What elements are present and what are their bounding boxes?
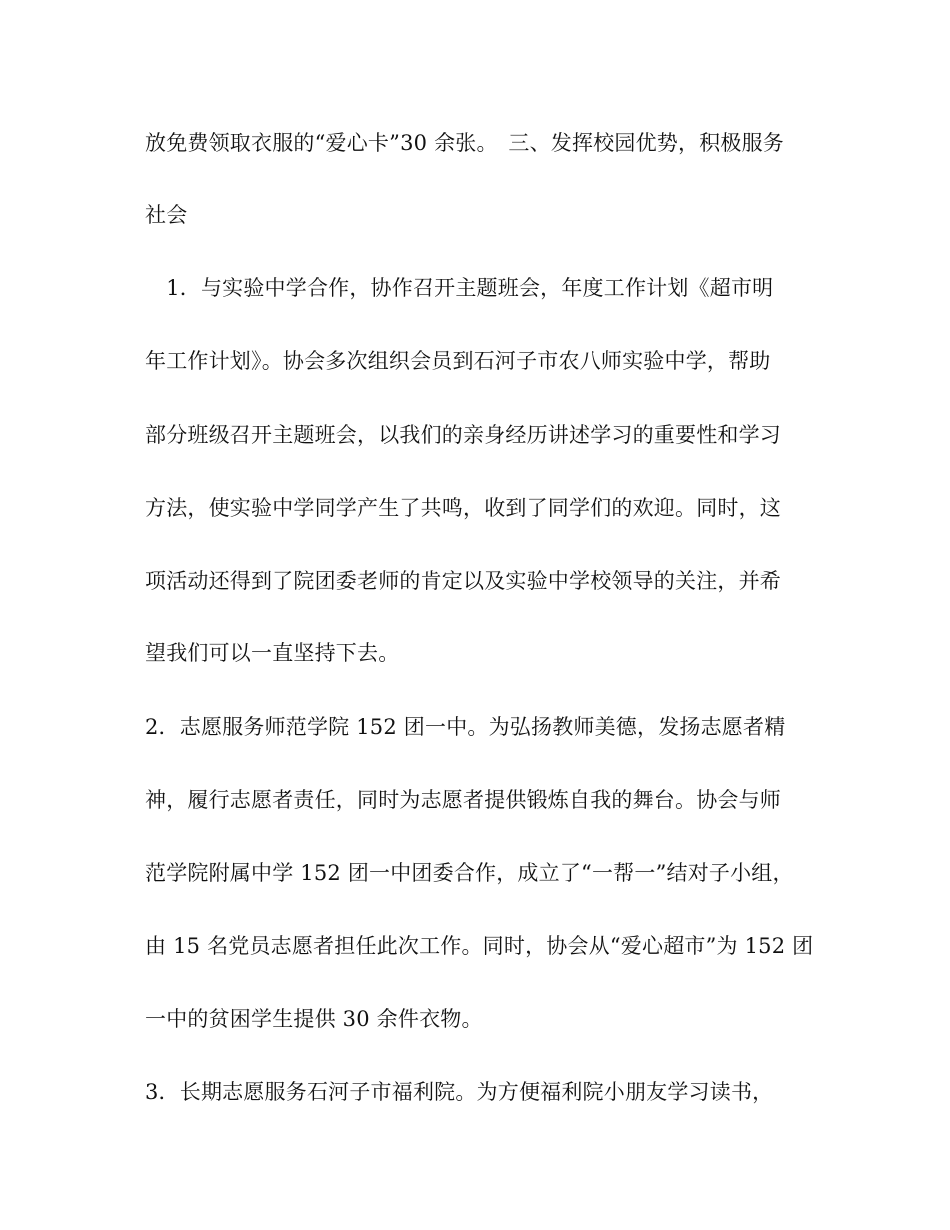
text-line-4: 年工作计划》。协会多次组织会员到石河子市农八师实验中学，帮助 <box>145 349 771 373</box>
text-line-12: 由 15 名党员志愿者担任此次工作。同时，协会从“爱心超市”为 152 团 <box>145 934 814 958</box>
text-line-3: 1．与实验中学合作，协作召开主题班会，年度工作计划《超市明 <box>145 276 774 300</box>
text-line-8: 望我们可以一直坚持下去。 <box>145 641 400 665</box>
text-line-1: 放免费领取衣服的“爱心卡”30 余张。 三、发挥校园优势，积极服务 <box>145 131 784 155</box>
text-line-6: 方法，使实验中学同学产生了共鸣，收到了同学们的欢迎。同时，这 <box>145 496 781 520</box>
text-line-11: 范学院附属中学 152 团一中团委合作，成立了“一帮一”结对子小组， <box>145 861 794 885</box>
text-line-13: 一中的贫困学生提供 30 余件衣物。 <box>145 1007 483 1031</box>
text-line-9: 2．志愿服务师范学院 152 团一中。为弘扬教师美德，发扬志愿者精 <box>145 715 786 739</box>
text-line-14: 3．长期志愿服务石河子市福利院。为方便福利院小朋友学习读书， <box>145 1080 774 1104</box>
text-line-10: 神，履行志愿者责任，同时为志愿者提供锻炼自我的舞台。协会与师 <box>145 788 781 812</box>
text-line-5: 部分班级召开主题班会，以我们的亲身经历讲述学习的重要性和学习 <box>145 423 781 447</box>
text-line-7: 项活动还得到了院团委老师的肯定以及实验中学校领导的关注，并希 <box>145 569 781 593</box>
text-line-2: 社会 <box>145 203 188 227</box>
